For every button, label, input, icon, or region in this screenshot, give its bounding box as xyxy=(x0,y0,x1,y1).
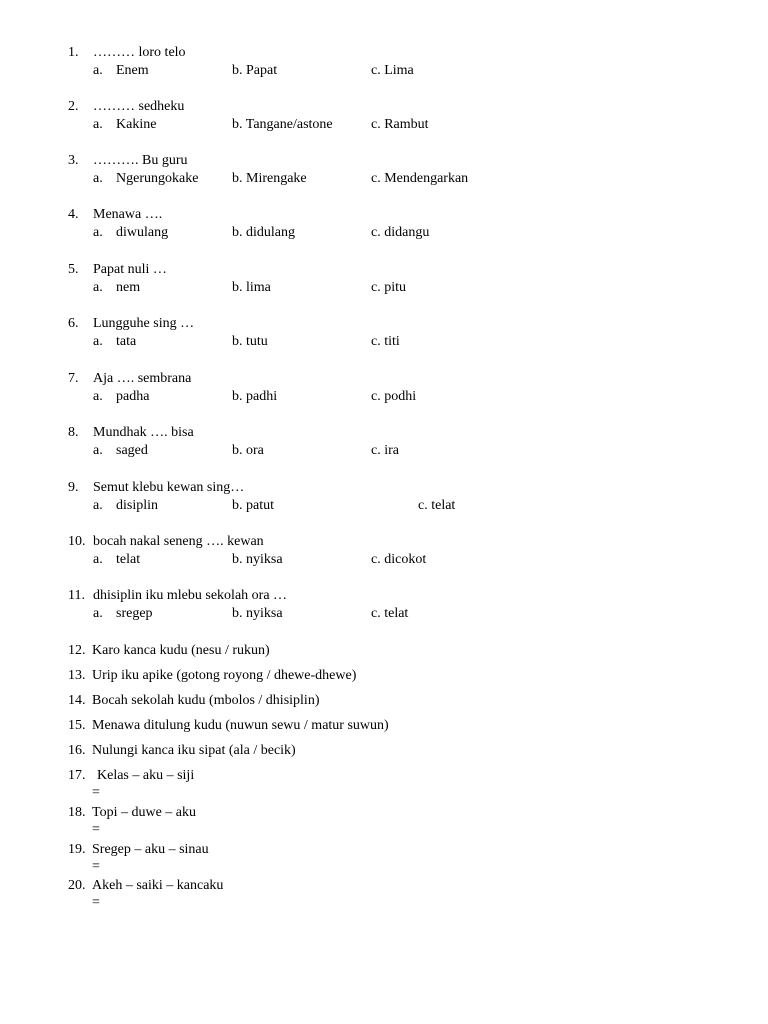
question-text: ……… loro telo xyxy=(93,45,186,60)
equals-sign: = xyxy=(92,895,100,910)
option-a: disiplin xyxy=(116,498,159,513)
question-number: 6. xyxy=(68,316,79,331)
question-text: Akeh – saiki – kancaku xyxy=(92,878,224,893)
question-text: dhisiplin iku mlebu sekolah ora … xyxy=(93,588,288,603)
question-number: 18. xyxy=(68,805,86,820)
question-text: Nulungi kanca iku sipat (ala / becik) xyxy=(92,743,296,758)
option-a: Enem xyxy=(116,63,149,78)
option-a-letter: a. xyxy=(93,443,103,458)
option-a-letter: a. xyxy=(93,63,103,78)
question-text: ……… sedheku xyxy=(93,99,185,114)
option-a: diwulang xyxy=(116,225,169,240)
option-c: c. Rambut xyxy=(371,117,429,132)
question-number: 20. xyxy=(68,878,86,893)
question-number: 14. xyxy=(68,693,86,708)
option-c: c. telat xyxy=(371,606,409,621)
option-c: c. pitu xyxy=(371,280,406,295)
question-number: 11. xyxy=(68,588,85,603)
option-a-letter: a. xyxy=(93,225,103,240)
option-b: b. Mirengake xyxy=(232,171,307,186)
option-b: b. nyiksa xyxy=(232,552,283,567)
question-text: ………. Bu guru xyxy=(93,153,188,168)
option-c: c. Lima xyxy=(371,63,414,78)
equals-sign: = xyxy=(92,785,100,800)
option-a: saged xyxy=(116,443,148,458)
question-number: 17. xyxy=(68,768,86,783)
option-a-letter: a. xyxy=(93,117,103,132)
option-a-letter: a. xyxy=(93,280,103,295)
question-number: 5. xyxy=(68,262,79,277)
question-text: Topi – duwe – aku xyxy=(92,805,197,820)
option-b: b. Papat xyxy=(232,63,278,78)
option-b: b. didulang xyxy=(232,225,295,240)
option-a: sregep xyxy=(116,606,153,621)
question-text: Lungguhe sing … xyxy=(93,316,195,331)
option-a: padha xyxy=(116,389,150,404)
question-text: Menawa ditulung kudu (nuwun sewu / matur suwun) xyxy=(92,718,389,733)
equals-sign: = xyxy=(92,859,100,874)
question-text: Karo kanca kudu (nesu / rukun) xyxy=(92,643,270,658)
option-c: c. didangu xyxy=(371,225,430,240)
equals-sign: = xyxy=(92,822,100,837)
option-b: b. padhi xyxy=(232,389,278,404)
option-a-letter: a. xyxy=(93,334,103,349)
question-text: Sregep – aku – sinau xyxy=(92,842,209,857)
option-a-letter: a. xyxy=(93,552,103,567)
question-text: Mundhak …. bisa xyxy=(93,425,194,440)
option-b: b. lima xyxy=(232,280,271,295)
question-text: Semut klebu kewan sing… xyxy=(93,480,245,495)
question-number: 1. xyxy=(68,45,79,60)
option-a-letter: a. xyxy=(93,606,103,621)
question-number: 12. xyxy=(68,643,86,658)
option-a-letter: a. xyxy=(93,498,103,513)
question-number: 2. xyxy=(68,99,79,114)
question-number: 7. xyxy=(68,371,79,386)
option-a-letter: a. xyxy=(93,171,103,186)
option-b: b. Tangane/astone xyxy=(232,117,333,132)
option-a-letter: a. xyxy=(93,389,103,404)
question-text: Kelas – aku – siji xyxy=(97,768,195,783)
option-c: c. podhi xyxy=(371,389,417,404)
question-text: Urip iku apike (gotong royong / dhewe-dhewe) xyxy=(92,668,357,683)
question-number: 8. xyxy=(68,425,79,440)
question-text: Aja …. sembrana xyxy=(93,371,192,386)
option-b: b. ora xyxy=(232,443,264,458)
question-number: 4. xyxy=(68,207,79,222)
option-a: nem xyxy=(116,280,141,295)
question-number: 3. xyxy=(68,153,79,168)
question-number: 16. xyxy=(68,743,86,758)
option-c: c. telat xyxy=(418,498,456,513)
option-a: Kakine xyxy=(116,117,157,132)
option-c: c. Mendengarkan xyxy=(371,171,469,186)
question-number: 9. xyxy=(68,480,79,495)
option-b: b. tutu xyxy=(232,334,268,349)
option-a: telat xyxy=(116,552,141,567)
option-a: tata xyxy=(116,334,137,349)
option-c: c. titi xyxy=(371,334,400,349)
question-text: Bocah sekolah kudu (mbolos / dhisiplin) xyxy=(92,693,320,708)
question-number: 10. xyxy=(68,534,86,549)
option-b: b. patut xyxy=(232,498,274,513)
question-number: 13. xyxy=(68,668,86,683)
option-b: b. nyiksa xyxy=(232,606,283,621)
question-number: 15. xyxy=(68,718,86,733)
option-c: c. dicokot xyxy=(371,552,427,567)
question-text: bocah nakal seneng …. kewan xyxy=(93,534,264,549)
option-c: c. ira xyxy=(371,443,399,458)
question-text: Papat nuli … xyxy=(93,262,167,277)
option-a: Ngerungokake xyxy=(116,171,199,186)
question-text: Menawa …. xyxy=(93,207,163,222)
question-number: 19. xyxy=(68,842,86,857)
